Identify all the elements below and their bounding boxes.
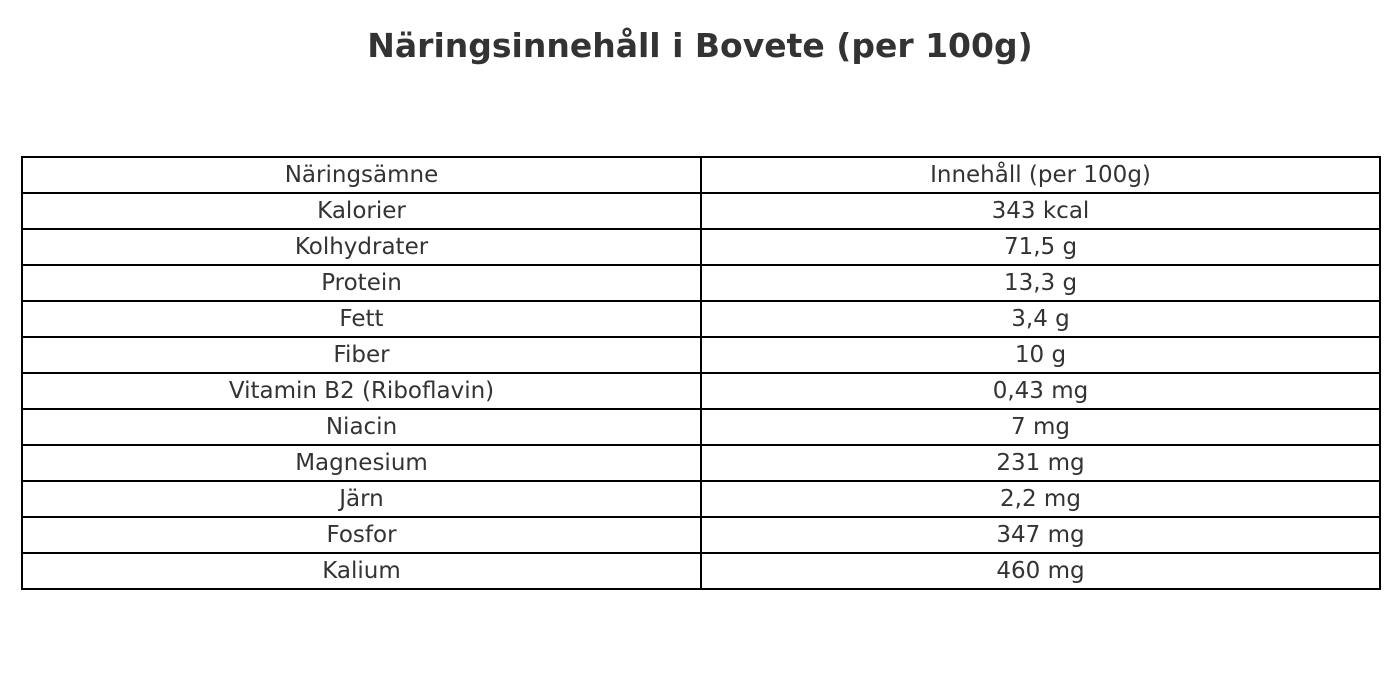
table-row	[22, 373, 1380, 409]
nutrient-cell: Vitamin B2 (Riboflavin)	[22, 373, 701, 409]
amount-cell: 10 g	[701, 337, 1380, 373]
table-row	[22, 229, 1380, 265]
table-row	[22, 553, 1380, 589]
table-row	[22, 445, 1380, 481]
table-row	[22, 301, 1380, 337]
table-row	[22, 265, 1380, 301]
nutrient-cell: Magnesium	[22, 445, 701, 481]
amount-cell: 231 mg	[701, 445, 1380, 481]
nutrient-cell: Kalium	[22, 553, 701, 589]
table-row	[22, 409, 1380, 445]
chart-title: Näringsinnehåll i Bovete (per 100g)	[367, 26, 1033, 65]
amount-cell: 343 kcal	[701, 193, 1380, 229]
nutrient-cell: Järn	[22, 481, 701, 517]
amount-cell: 2,2 mg	[701, 481, 1380, 517]
amount-cell: 3,4 g	[701, 301, 1380, 337]
amount-cell: 7 mg	[701, 409, 1380, 445]
nutrient-cell: Fiber	[22, 337, 701, 373]
nutrient-cell: Niacin	[22, 409, 701, 445]
amount-cell: 347 mg	[701, 517, 1380, 553]
nutrient-cell: Fett	[22, 301, 701, 337]
nutrient-cell: Kolhydrater	[22, 229, 701, 265]
nutrient-cell: Protein	[22, 265, 701, 301]
column-header-nutrient: Näringsämne	[22, 157, 701, 193]
table-row	[22, 193, 1380, 229]
amount-cell: 460 mg	[701, 553, 1380, 589]
table-row	[22, 517, 1380, 553]
nutrition-table	[21, 156, 1381, 590]
nutrient-cell: Fosfor	[22, 517, 701, 553]
table-header-row	[22, 157, 1380, 193]
table-row	[22, 481, 1380, 517]
nutrient-cell: Kalorier	[22, 193, 701, 229]
amount-cell: 0,43 mg	[701, 373, 1380, 409]
column-header-amount: Innehåll (per 100g)	[701, 157, 1380, 193]
amount-cell: 13,3 g	[701, 265, 1380, 301]
amount-cell: 71,5 g	[701, 229, 1380, 265]
table-row	[22, 337, 1380, 373]
